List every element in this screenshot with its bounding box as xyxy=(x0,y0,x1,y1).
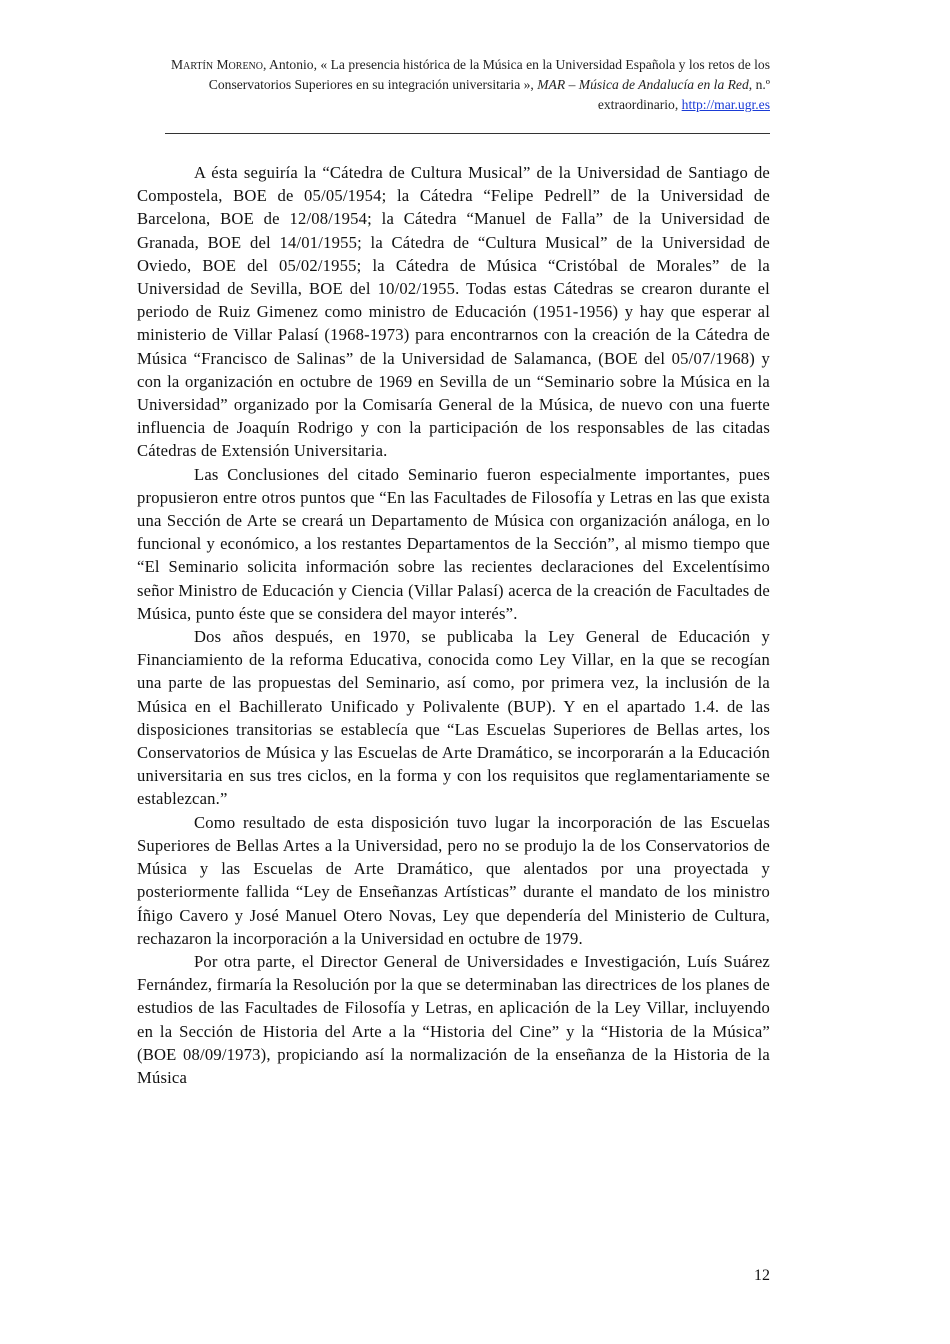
page-number: 12 xyxy=(754,1267,770,1284)
header-author-surname: Martín Moreno xyxy=(171,57,263,72)
header-article-title: « La presencia histórica de la Música en la Universidad Española y los retos de los Conservatorios Superiores en su integración universitaria », xyxy=(208,57,770,92)
paragraph-2: Las Conclusiones del citado Seminario fueron especialmente importantes, pues propusieron entre otros puntos que “En las Facultades de Filosofía y Letras en las que exista una Sección de Arte se creará un Departamento de Música con organización análoga, en lo funcional y económico, a los restantes Departamentos de la Sección”, al mismo tiempo que “El Seminario solicita información sobre las recientes declaraciones del Excelentísimo señor Ministro de Educación y Ciencia (Villar Palasí) acerca de la creación de Facultades de Música, punto éste que se considera del mayor interés”. xyxy=(137,464,770,623)
paragraph-3: Dos años después, en 1970, se publicaba la Ley General de Educación y Financiamiento de la reforma Educativa, conocida como Ley Villar, en la que se recogían una parte de las propuestas del Seminario, así como, por primera vez, la inclusión de la Música en el Bachillerato Unificado y Polivalente (BUP). Y en el apartado 1.4. de las disposiciones transitorias se establecía que “Las Escuelas Superiores de Bellas artes, los Conservatorios de Música y las Escuelas de Arte Dramático, se incorporarán a la Educación universitaria en sus tres ciclos, en la forma y con los requisitos que reglamentariamente se establezcan.” xyxy=(137,627,770,809)
article-body xyxy=(137,161,770,1089)
header-journal-name: MAR – Música de Andalucía en la Red xyxy=(537,77,749,92)
header-author-given: , Antonio, xyxy=(263,57,321,72)
paragraph-5: Por otra parte, el Director General de Universidades e Investigación, Luís Suárez Fernández, firmaría la Resolución por la que se determinaban las directrices de los planes de estudios de las Facultades de Filosofía y Letras, en aplicación de la Ley Villar, incluyendo en la Sección de Historia del Arte a la “Historia del Cine” y la “Historia de la Música” (BOE 08/09/1973), propiciando así la normalización de la enseñanza de la Historia de la Música xyxy=(137,951,770,1087)
running-header xyxy=(150,55,770,115)
paragraph-4: Como resultado de esta disposición tuvo lugar la incorporación de las Escuelas Superiores de Bellas Artes a la Universidad, pero no se produjo la de los Conservatorios de Música y las Escuelas de Arte Dramático, que alentados por una proyectada y posteriormente fallida “Ley de Enseñanzas Artísticas” durante el mandato de los ministro Íñigo Cavero y José Manuel Otero Novas, Ley que dependería del Ministerio de Cultura, rechazaron la incorporación a la Universidad en octubre de 1979. xyxy=(137,812,770,948)
header-divider xyxy=(165,133,770,134)
header-issue: , n.º extraordinario, xyxy=(597,77,770,112)
header-journal-link[interactable]: http://mar.ugr.es xyxy=(681,97,770,112)
paragraph-1: A ésta seguiría la “Cátedra de Cultura Musical” de la Universidad de Santiago de Compostela, BOE de 05/05/1954; la Cátedra “Felipe Pedrell” de la Universidad de Barcelona, BOE de 12/08/1954; la Cátedra “Manuel de Falla” de la Universidad de Granada, BOE del 14/01/1955; la Cátedra de “Cultura Musical” de la Universidad de Oviedo, BOE del 05/02/1955; la Cátedra de Música “Cristóbal de Morales” de la Universidad de Sevilla, BOE del 10/02/1955. Todas estas Cátedras se crearon durante el periodo de Ruiz Gimenez como ministro de Educación (1951-1956) y hay que esperar al ministerio de Villar Palasí (1968-1973) para encontrarnos con la creación de la Cátedra de Música “Francisco de Salinas” de la Universidad de Salamanca, (BOE del 05/07/1968) y con la organización en octubre de 1969 en Sevilla de un “Seminario sobre la Música en la Universidad” organizado por la Comisaría General de la Música, de nuevo con una fuerte influencia de Joaquín Rodrigo y con la participación de los responsables de las citadas Cátedras de Extensión Universitaria. xyxy=(137,163,770,461)
